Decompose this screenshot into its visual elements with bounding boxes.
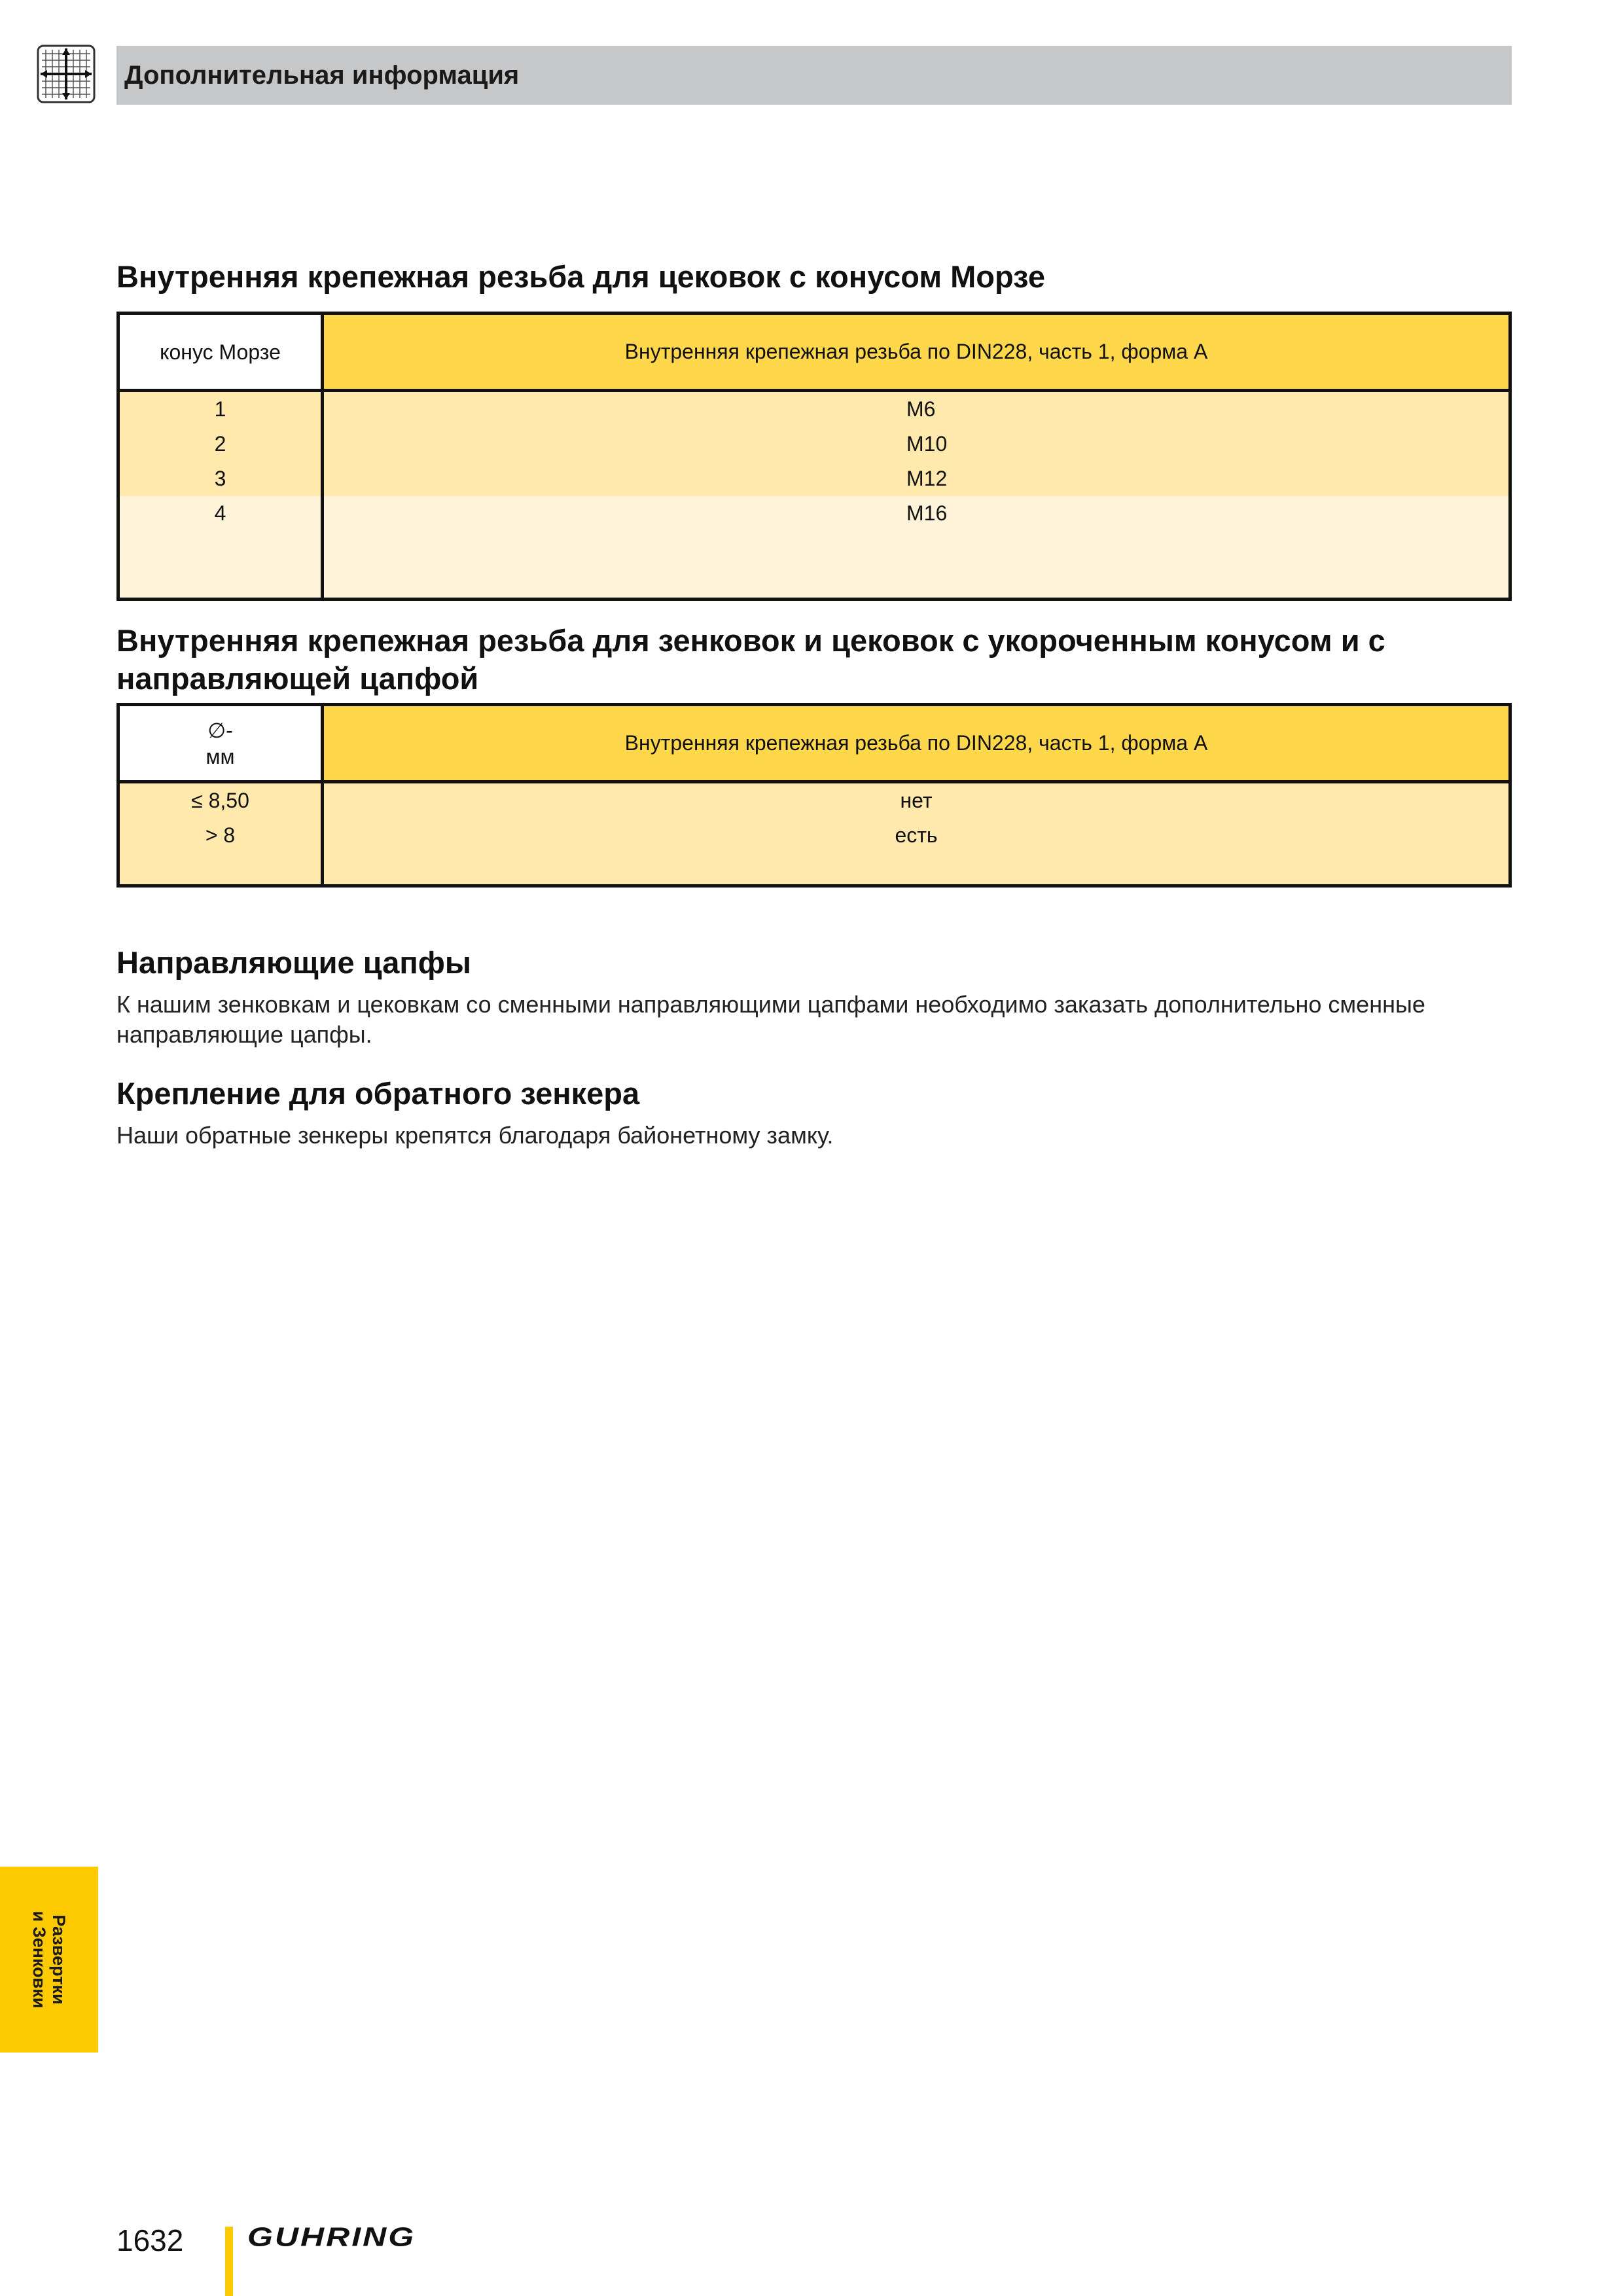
table-filler xyxy=(120,853,1508,884)
page-number: 1632 xyxy=(116,2223,184,2257)
table-header-row xyxy=(120,315,1508,392)
header-bar xyxy=(116,46,1512,105)
table-header-morse-taper: конус Морзе xyxy=(120,315,324,389)
table-header-thread: Внутренняя крепежная резьба по DIN228, часть 1, форма A xyxy=(324,315,1508,389)
footer-accent-bar xyxy=(225,2227,233,2296)
section-heading-back-counterbore: Крепление для обратного зенкера xyxy=(116,1076,640,1111)
table-header-thread: Внутренняя крепежная резьба по DIN228, часть 1, форма A xyxy=(324,706,1508,780)
measuring-grid-icon xyxy=(37,45,96,103)
page-section-title: Дополнительная информация xyxy=(124,60,520,90)
chapter-side-tab[interactable] xyxy=(0,1867,98,2053)
table-cell-morse-taper: 4 xyxy=(120,496,324,531)
table-row xyxy=(120,392,1508,427)
table-row xyxy=(120,818,1508,853)
table-row xyxy=(120,427,1508,461)
table-cell-thread-availability: нет xyxy=(900,789,933,812)
table-cell-thread: M6 xyxy=(906,397,936,421)
table-cell-morse-taper: 3 xyxy=(120,461,324,496)
table-row xyxy=(120,783,1508,818)
section-heading-morse-taper: Внутренняя крепежная резьба для цековок с конусом Морзе xyxy=(116,259,1045,294)
short-taper-thread-table xyxy=(116,703,1512,888)
table-cell-morse-taper: 2 xyxy=(120,427,324,461)
table-cell-thread-availability: есть xyxy=(895,823,938,847)
back-counterbore-paragraph: Наши обратные зенкеры крепятся благодаря байонетному замку. xyxy=(116,1122,834,1149)
table-header-row xyxy=(120,706,1508,783)
brand-logo: GUHRING xyxy=(247,2221,416,2252)
chapter-tab-line1: Развертки xyxy=(49,1914,69,2005)
diameter-unit: мм xyxy=(205,744,235,768)
section-heading-short-taper: Внутренняя крепежная резьба для зенковок и цековок с укороченным конусом и с направляющей цапфой xyxy=(116,623,1385,696)
table-body xyxy=(120,392,1508,598)
table-cell-thread: M10 xyxy=(906,432,948,456)
table-filler xyxy=(120,531,1508,598)
table-cell-thread: M12 xyxy=(906,467,948,490)
table-row xyxy=(120,496,1508,531)
table-row xyxy=(120,461,1508,496)
table-cell-diameter: > 8 xyxy=(120,818,324,853)
table-cell-diameter: ≤ 8,50 xyxy=(120,783,324,818)
table-body xyxy=(120,783,1508,884)
table-cell-thread: M16 xyxy=(906,501,948,525)
table-header-diameter xyxy=(120,706,324,780)
table-cell-morse-taper: 1 xyxy=(120,392,324,427)
chapter-tab-label xyxy=(29,1911,69,2009)
section-heading-pilots: Направляющие цапфы xyxy=(116,945,472,980)
chapter-tab-line2: и Зенковки xyxy=(29,1910,49,2009)
morse-taper-thread-table xyxy=(116,312,1512,601)
pilots-paragraph: К нашим зенковкам и цековкам со сменными направляющими цапфами необходимо заказать дополнительно сменные направляющие цапфы. xyxy=(116,991,1425,1048)
diameter-symbol: ∅- xyxy=(207,718,233,742)
